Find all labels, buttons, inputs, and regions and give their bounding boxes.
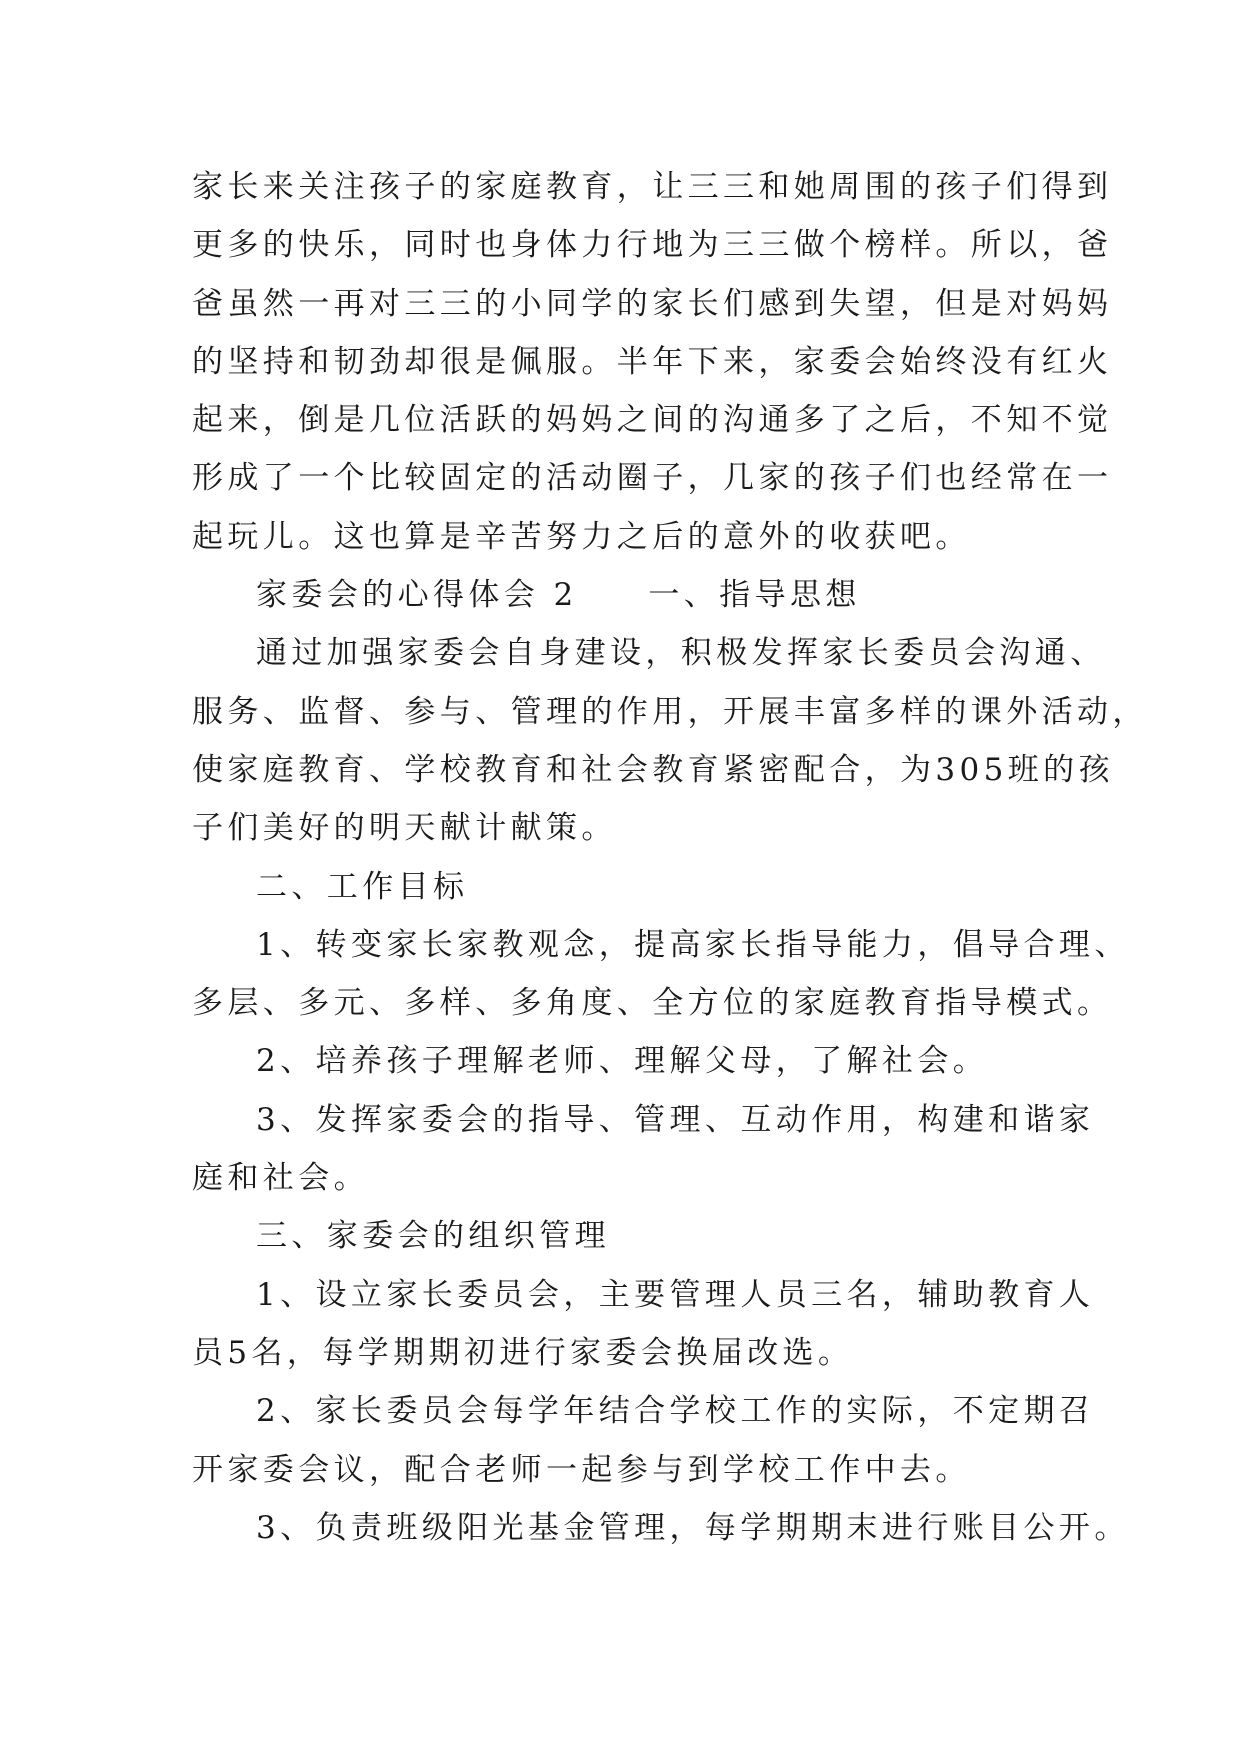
- text-line: 2、家长委员会每学年结合学校工作的实际，不定期召: [256, 1393, 1095, 1430]
- text-line: 1、设立家长委员会，主要管理人员三名，辅助教育人: [256, 1276, 1095, 1313]
- text-line: 使家庭教育、学校教育和社会教育紧密配合，为305班的孩: [192, 751, 1114, 788]
- text-line: 2、培养孩子理解老师、理解父母，了解社会。: [256, 1043, 989, 1080]
- text-line: 起来，倒是几位活跃的妈妈之间的沟通多了之后，不知不觉: [192, 402, 1113, 439]
- text-line: 3、发挥家委会的指导、管理、互动作用，构建和谐家: [256, 1101, 1095, 1138]
- document-body: [192, 158, 1148, 1557]
- text-line: 1、转变家长家教观念，提高家长指导能力，倡导合理、: [256, 926, 1130, 963]
- text-line: 的坚持和韧劲却很是佩服。半年下来，家委会始终没有红火: [192, 343, 1113, 380]
- text-line: 通过加强家委会自身建设，积极发挥家长委员会沟通、: [256, 635, 1106, 672]
- text-line: 家委会的心得体会 2 一、指导思想: [256, 577, 861, 614]
- text-line: 3、负责班级阳光基金管理，每学期期末进行账目公开。: [256, 1509, 1130, 1546]
- text-line: 家长来关注孩子的家庭教育，让三三和她周围的孩子们得到: [192, 169, 1113, 205]
- text-line: 二、工作目标: [256, 868, 469, 905]
- text-line: 爸虽然一再对三三的小同学的家长们感到失望，但是对妈妈: [192, 285, 1113, 322]
- text-line: 员5名，每学期期初进行家委会换届改选。: [192, 1334, 854, 1371]
- text-line: 庭和社会。: [192, 1160, 369, 1197]
- text-line: 服务、监督、参与、管理的作用，开展丰富多样的课外活动，: [192, 693, 1148, 730]
- text-line: 多层、多元、多样、多角度、全方位的家庭教育指导模式。: [192, 985, 1113, 1022]
- text-line: 形成了一个比较固定的活动圈子，几家的孩子们也经常在一: [192, 460, 1113, 497]
- text-line: 更多的快乐，同时也身体力行地为三三做个榜样。所以，爸: [192, 227, 1113, 264]
- text-line: 起玩儿。这也算是辛苦努力之后的意外的收获吧。: [192, 518, 971, 555]
- text-line: 三、家委会的组织管理: [256, 1218, 610, 1255]
- text-line: 开家委会议，配合老师一起参与到学校工作中去。: [192, 1451, 971, 1488]
- text-line: 子们美好的明天献计献策。: [192, 810, 617, 847]
